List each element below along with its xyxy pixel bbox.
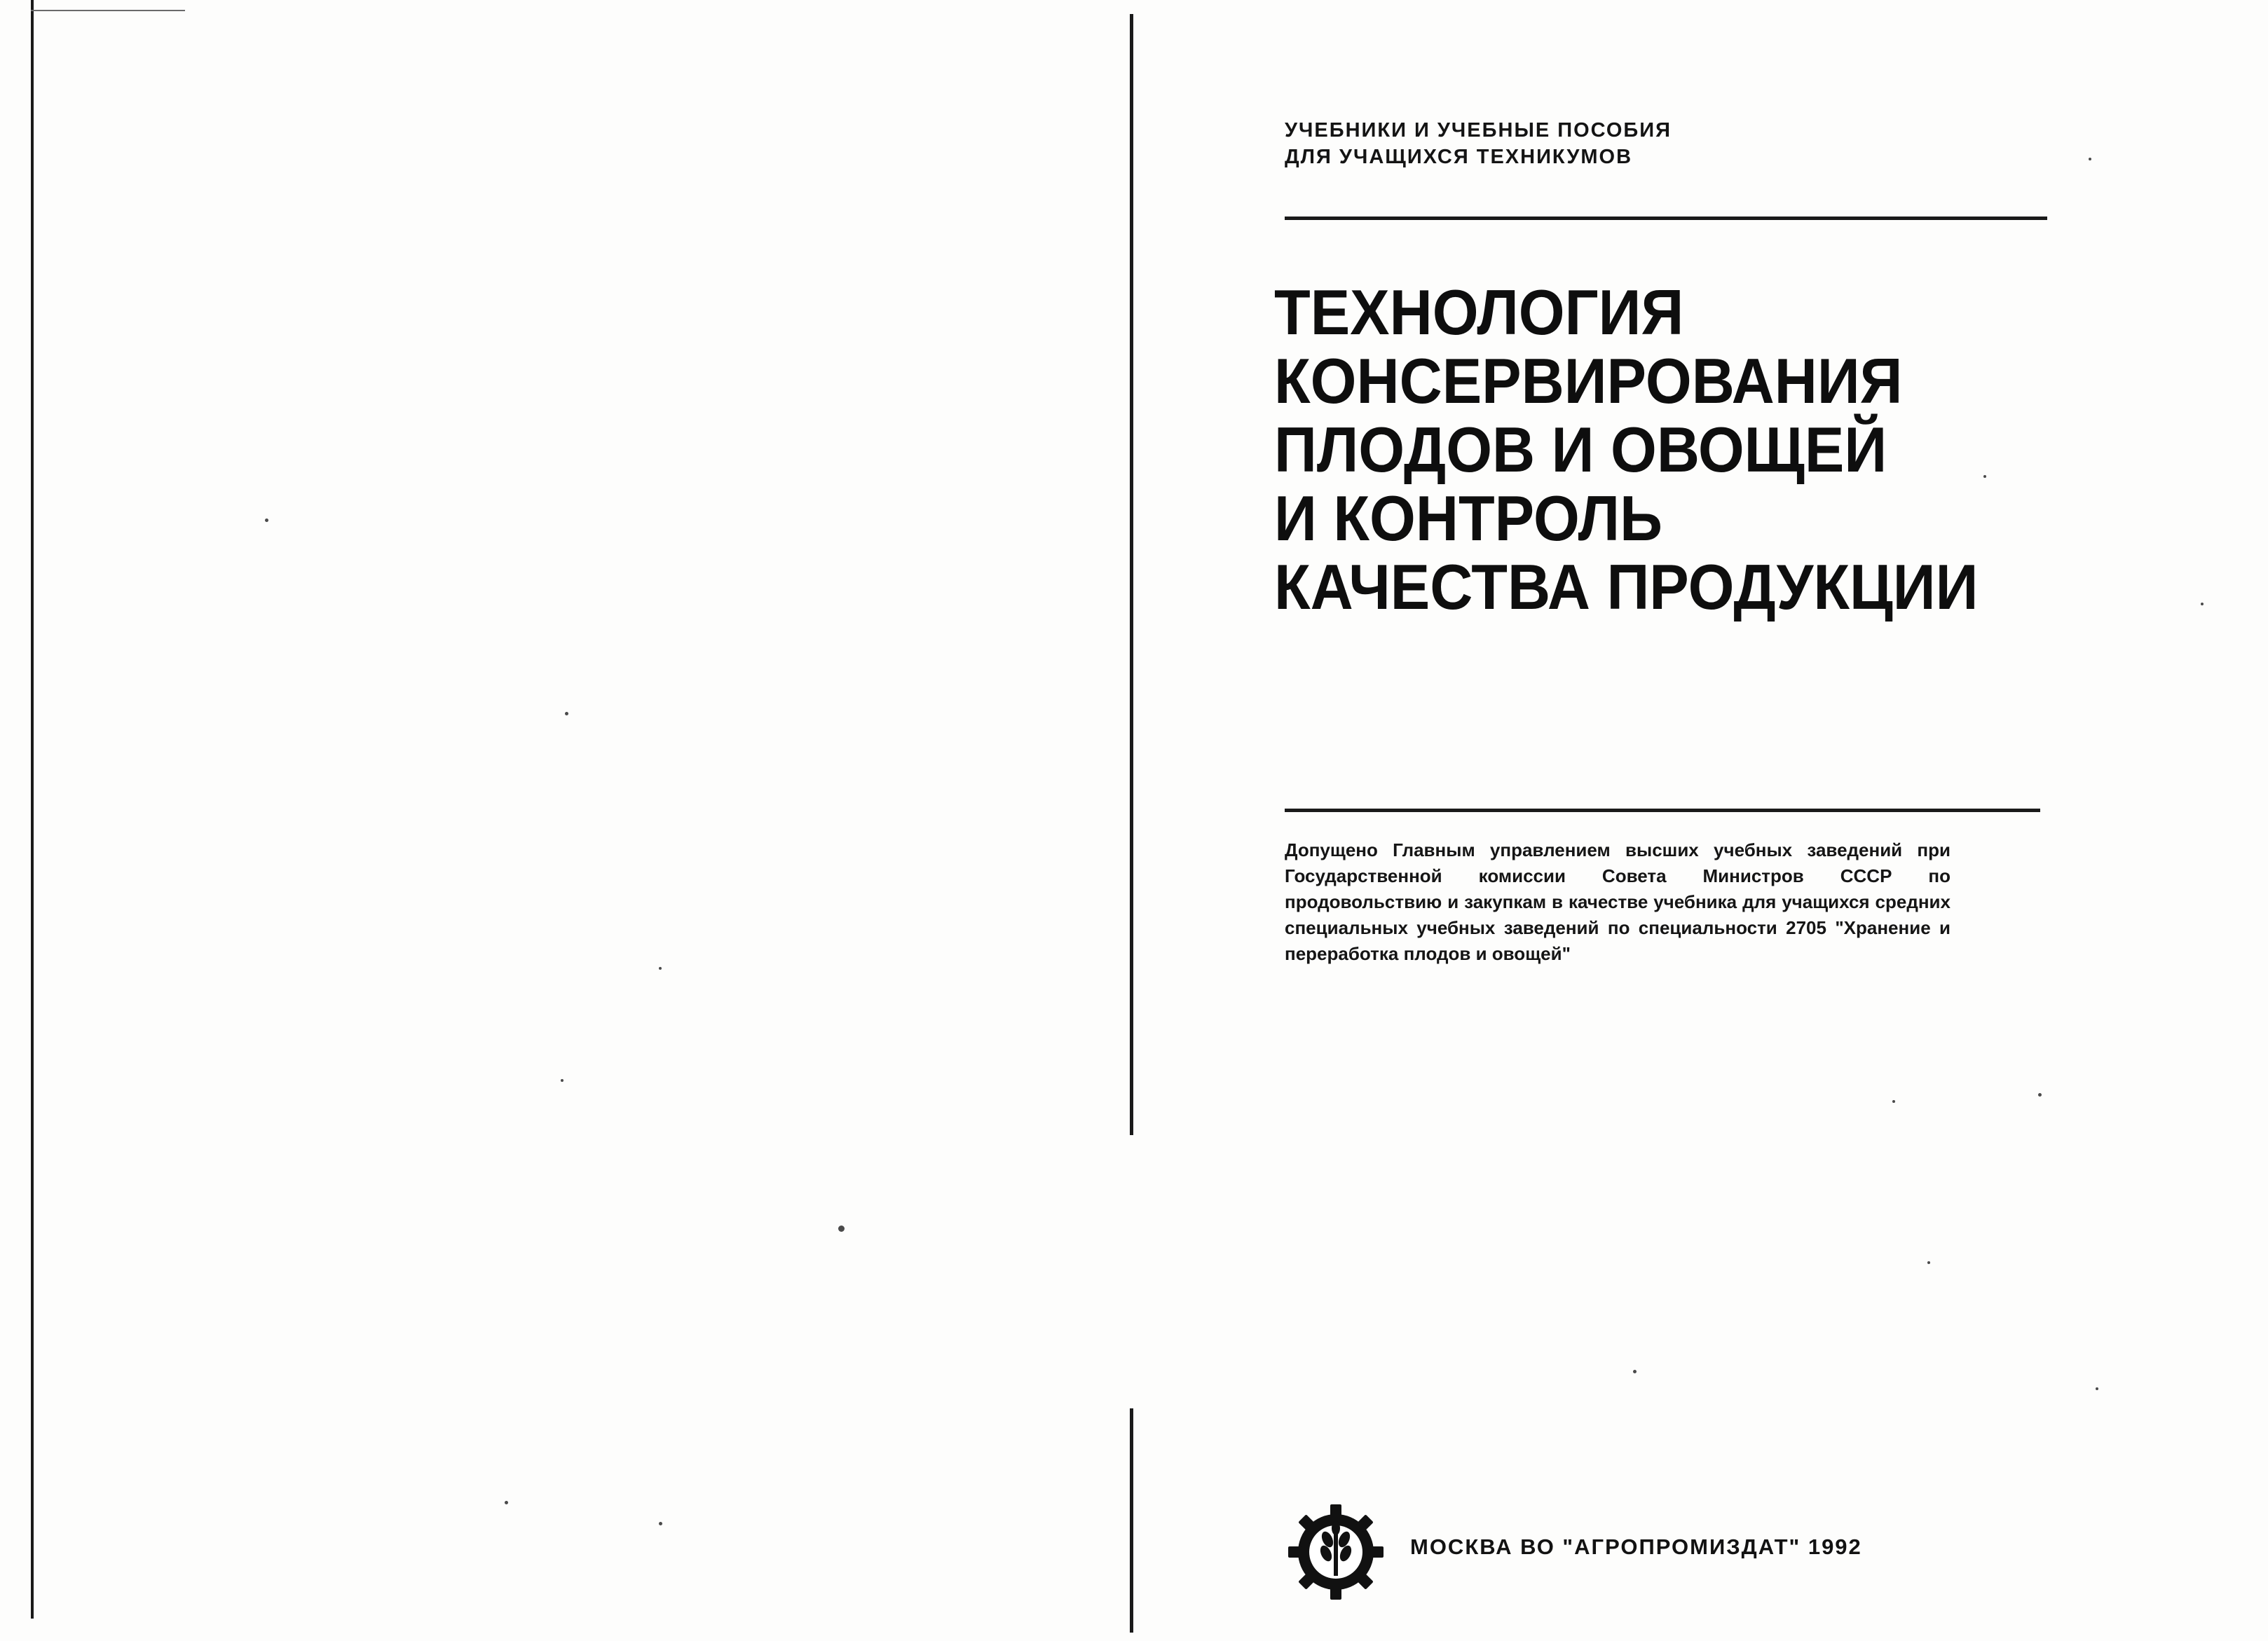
scan-speck	[2096, 1387, 2098, 1390]
scan-speck	[659, 1522, 662, 1525]
scan-speck	[2089, 158, 2091, 160]
series-line-2: ДЛЯ УЧАЩИХСЯ ТЕХНИКУМОВ	[1285, 146, 1633, 168]
scan-speck	[1633, 1370, 1637, 1373]
gutter-line-top	[1130, 14, 1133, 1135]
gutter-line-bottom	[1130, 1408, 1133, 1633]
title-line-4: И КОНТРОЛЬ	[1274, 483, 1662, 554]
scan-speck	[505, 1501, 508, 1504]
scan-speck	[2201, 603, 2204, 605]
scan-speck	[1892, 1100, 1895, 1103]
middle-rule	[1285, 809, 2040, 812]
approval-note: Допущено Главным управлением высших учебных заведений при Государственной комиссии Совета Министров СССР по продовольствию и закупкам в качестве учебника для учащихся средних специальных учебных заведений по специальности 2705 "Хранение и переработка плодов и овощей"	[1285, 839, 1951, 964]
series-heading	[1285, 117, 1775, 170]
scan-speck	[659, 967, 662, 970]
scan-speck	[265, 519, 268, 522]
scan-speck	[561, 1079, 563, 1082]
scan-speck	[1927, 1261, 1930, 1264]
scan-speck	[1983, 475, 1986, 478]
left-page-edge-line	[31, 0, 34, 1619]
top-rule	[1285, 217, 2047, 220]
scan-speck	[838, 1225, 845, 1232]
title-line-5: КАЧЕСТВА ПРОДУКЦИИ	[1274, 552, 1979, 623]
scan-speck	[565, 712, 568, 715]
publisher-imprint: МОСКВА ВО "АГРОПРОМИЗДАТ" 1992	[1410, 1534, 1862, 1559]
title-line-1: ТЕХНОЛОГИЯ	[1274, 277, 1684, 348]
gear-wheat-emblem-icon	[1287, 1503, 1385, 1601]
title-line-3: ПЛОДОВ И ОВОЩЕЙ	[1274, 415, 1887, 486]
book-title	[1274, 279, 2066, 622]
series-line-1: УЧЕБНИКИ И УЧЕБНЫЕ ПОСОБИЯ	[1285, 119, 1672, 142]
title-line-2: КОНСЕРВИРОВАНИЯ	[1274, 346, 1903, 417]
top-left-edge-line	[31, 10, 185, 11]
scan-speck	[2038, 1093, 2042, 1097]
